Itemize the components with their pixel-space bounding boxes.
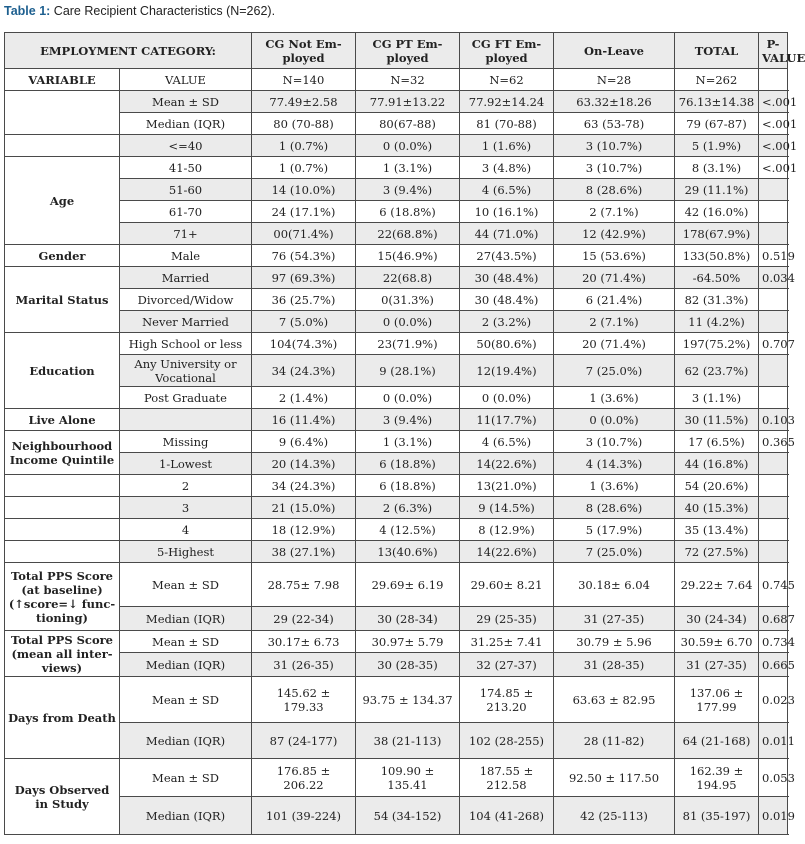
value-cell: 12 (42.9%) [554,223,675,245]
category-label [5,497,120,519]
value-cell: 82 (31.3%) [675,289,759,311]
value-cell: 62 (23.7%) [675,355,759,387]
value-cell: 80 (70-88) [252,113,356,135]
row-label: <=40 [120,135,252,157]
table-row [5,289,788,311]
value-cell: 64 (21-168) [675,723,759,759]
value-cell: 6 (18.8%) [356,475,460,497]
value-cell: 77.92±14.24 [460,91,554,113]
value-cell: 92.50 ± 117.50 [554,759,675,797]
p-value-cell: 0.103 [759,409,788,431]
value-cell: 30 (28-35) [356,653,460,677]
table-row [5,223,788,245]
p-value-cell: <.001 [759,157,788,179]
value-cell: 28.75± 7.98 [252,563,356,607]
value-cell: 0 (0.0%) [356,135,460,157]
p-value-cell: 0.023 [759,677,788,723]
value-cell: 12(19.4%) [460,355,554,387]
value-cell: 8 (3.1%) [675,157,759,179]
category-label: Total PPS Score (at baseline) (↑score=↓ func- tioning) [5,563,120,631]
value-cell: 8 (28.6%) [554,497,675,519]
value-cell: 42 (16.0%) [675,201,759,223]
caption-text: Care Recipient Characteristics (N=262). [50,4,276,18]
p-value-cell: <.001 [759,135,788,157]
value-cell: 38 (27.1%) [252,541,356,563]
value-cell: 31 (26-35) [252,653,356,677]
value-cell: 176.85 ± 206.22 [252,759,356,797]
row-label: Median (IQR) [120,797,252,835]
table-row [5,311,788,333]
value-cell: 80(67-88) [356,113,460,135]
table-row [5,653,788,677]
value-cell: 0 (0.0%) [356,387,460,409]
row-label: Mean ± SD [120,563,252,607]
value-cell: 30 (28-34) [356,607,460,631]
value-cell: 54 (20.6%) [675,475,759,497]
value-cell: 9 (6.4%) [252,431,356,453]
p-value-cell [759,541,788,563]
value-cell: 4 (6.5%) [460,431,554,453]
value-cell: 30.17± 6.73 [252,631,356,653]
value-cell: 00(71.4%) [252,223,356,245]
header-cell: TOTAL [675,33,759,69]
row-label: Post Graduate [120,387,252,409]
value-cell: 8 (28.6%) [554,179,675,201]
category-label: Neighbourhood Income Quintile [5,431,120,475]
table-row [5,497,788,519]
value-cell: 34 (24.3%) [252,475,356,497]
value-cell: 4 (14.3%) [554,453,675,475]
table-row [5,677,788,723]
value-cell: 31 (27-35) [554,607,675,631]
value-cell: 40 (15.3%) [675,497,759,519]
value-cell: 30.59± 6.70 [675,631,759,653]
category-label [5,519,120,541]
header-cell: CG Not Em- ployed [252,33,356,69]
table-row [5,759,788,797]
value-cell: 29.69± 6.19 [356,563,460,607]
value-cell: 22(68.8%) [356,223,460,245]
value-cell: N=28 [554,69,675,91]
value-cell: 28 (11-82) [554,723,675,759]
value-cell: 81 (35-197) [675,797,759,835]
value-cell: 2 (3.2%) [460,311,554,333]
p-value-cell [759,201,788,223]
value-cell: -64.50% [675,267,759,289]
value-cell: 0 (0.0%) [356,311,460,333]
p-value-cell [759,179,788,201]
p-value-cell: <.001 [759,91,788,113]
table-row [5,475,788,497]
table-row [5,201,788,223]
value-cell: 63 (53-78) [554,113,675,135]
value-cell: 7 (5.0%) [252,311,356,333]
value-cell: 30 (11.5%) [675,409,759,431]
row-label: 5-Highest [120,541,252,563]
p-value-cell: 0.707 [759,333,788,355]
value-cell: 13(40.6%) [356,541,460,563]
row-label: Married [120,267,252,289]
table-row [5,157,788,179]
value-cell: 76 (54.3%) [252,245,356,267]
value-cell: 5 (17.9%) [554,519,675,541]
row-label: Never Married [120,311,252,333]
row-label: High School or less [120,333,252,355]
value-cell: 6 (21.4%) [554,289,675,311]
value-cell: 9 (14.5%) [460,497,554,519]
value-cell: 30.79 ± 5.96 [554,631,675,653]
value-cell: 7 (25.0%) [554,541,675,563]
value-cell: 1 (3.6%) [554,387,675,409]
row-label: Any University or Vocational [120,355,252,387]
header-cell: P-VALUE [759,33,788,69]
value-cell: 54 (34-152) [356,797,460,835]
value-cell: 1 (3.1%) [356,431,460,453]
value-cell: 133(50.8%) [675,245,759,267]
value-cell: 1 (1.6%) [460,135,554,157]
category-label: Education [5,333,120,409]
table-row [5,113,788,135]
value-cell: 197(75.2%) [675,333,759,355]
value-cell: 101 (39-224) [252,797,356,835]
table-row [5,453,788,475]
p-value-cell: 0.734 [759,631,788,653]
row-label: Median (IQR) [120,607,252,631]
value-cell: 187.55 ± 212.58 [460,759,554,797]
category-label [5,475,120,497]
value-cell: 63.32±18.26 [554,91,675,113]
value-cell: 11(17.7%) [460,409,554,431]
p-value-cell [759,69,788,91]
value-cell: N=140 [252,69,356,91]
row-label: VALUE [120,69,252,91]
table-row [5,179,788,201]
value-cell: 1 (3.1%) [356,157,460,179]
value-cell: 2 (6.3%) [356,497,460,519]
value-cell: 34 (24.3%) [252,355,356,387]
header-row [5,33,788,69]
value-cell: 4 (6.5%) [460,179,554,201]
value-cell: 31 (27-35) [675,653,759,677]
table-row [5,519,788,541]
row-label: 2 [120,475,252,497]
category-label: Days Observed in Study [5,759,120,835]
value-cell: 14(22.6%) [460,541,554,563]
value-cell: 31 (28-35) [554,653,675,677]
value-cell: 18 (12.9%) [252,519,356,541]
category-label [5,541,120,563]
header-cell: CG PT Em- ployed [356,33,460,69]
value-cell: 3 (9.4%) [356,179,460,201]
value-cell: 50(80.6%) [460,333,554,355]
value-cell: 3 (9.4%) [356,409,460,431]
value-cell: 44 (71.0%) [460,223,554,245]
row-label: Male [120,245,252,267]
value-cell: 31.25± 7.41 [460,631,554,653]
row-label: 51-60 [120,179,252,201]
p-value-cell [759,497,788,519]
p-value-cell: 0.665 [759,653,788,677]
value-cell: 29.22± 7.64 [675,563,759,607]
value-cell: 2 (7.1%) [554,201,675,223]
value-cell: 17 (6.5%) [675,431,759,453]
p-value-cell [759,223,788,245]
row-label: Median (IQR) [120,723,252,759]
category-label: Age [5,157,120,245]
value-cell: 16 (11.4%) [252,409,356,431]
value-cell: 9 (28.1%) [356,355,460,387]
table-row [5,631,788,653]
value-cell: 20 (71.4%) [554,267,675,289]
table-row [5,431,788,453]
category-label: Marital Status [5,267,120,333]
value-cell: 30 (48.4%) [460,267,554,289]
value-cell: 1 (3.6%) [554,475,675,497]
value-cell: 0(31.3%) [356,289,460,311]
value-cell: 6 (18.8%) [356,453,460,475]
category-label [5,135,120,157]
value-cell: 3 (1.1%) [675,387,759,409]
value-cell: 20 (14.3%) [252,453,356,475]
p-value-cell [759,387,788,409]
value-cell: 35 (13.4%) [675,519,759,541]
value-cell: 36 (25.7%) [252,289,356,311]
table-row [5,135,788,157]
category-label: Total PPS Score (mean all inter- views) [5,631,120,677]
row-label: 71+ [120,223,252,245]
row-label: 1-Lowest [120,453,252,475]
row-label: Median (IQR) [120,113,252,135]
row-label: 3 [120,497,252,519]
value-cell: 24 (17.1%) [252,201,356,223]
header-cell: EMPLOYMENT CATEGORY: [5,33,252,69]
value-cell: 6 (18.8%) [356,201,460,223]
category-label: Gender [5,245,120,267]
value-cell: 81 (70-88) [460,113,554,135]
p-value-cell [759,355,788,387]
p-value-cell: 0.365 [759,431,788,453]
table-row [5,245,788,267]
value-cell: 13(21.0%) [460,475,554,497]
value-cell: 1 (0.7%) [252,135,356,157]
value-cell: 72 (27.5%) [675,541,759,563]
p-value-cell: 0.053 [759,759,788,797]
table-row [5,91,788,113]
p-value-cell: <.001 [759,113,788,135]
value-cell: 174.85 ± 213.20 [460,677,554,723]
header-cell: On-Leave [554,33,675,69]
value-cell: 29 (25-35) [460,607,554,631]
value-cell: 29 (22-34) [252,607,356,631]
row-label: Mean ± SD [120,631,252,653]
table-caption [4,4,275,18]
value-cell: 79 (67-87) [675,113,759,135]
value-cell: 30 (24-34) [675,607,759,631]
table-row [5,69,788,91]
row-label: 4 [120,519,252,541]
p-value-cell: 0.011 [759,723,788,759]
p-value-cell: 0.687 [759,607,788,631]
value-cell: 21 (15.0%) [252,497,356,519]
value-cell: 102 (28-255) [460,723,554,759]
value-cell: 145.62 ± 179.33 [252,677,356,723]
table-row [5,355,788,387]
value-cell: 0 (0.0%) [460,387,554,409]
category-label: Live Alone [5,409,120,431]
value-cell: N=262 [675,69,759,91]
category-label: VARIABLE [5,69,120,91]
table-row [5,333,788,355]
row-label: Divorced/Widow [120,289,252,311]
value-cell: 14(22.6%) [460,453,554,475]
value-cell: 97 (69.3%) [252,267,356,289]
row-label: 61-70 [120,201,252,223]
value-cell: 2 (1.4%) [252,387,356,409]
value-cell: N=32 [356,69,460,91]
value-cell: 4 (12.5%) [356,519,460,541]
value-cell: 1 (0.7%) [252,157,356,179]
value-cell: 30.97± 5.79 [356,631,460,653]
table-row [5,797,788,835]
row-label [120,409,252,431]
value-cell: 10 (16.1%) [460,201,554,223]
p-value-cell [759,311,788,333]
p-value-cell [759,475,788,497]
value-cell: 178(67.9%) [675,223,759,245]
row-label: 41-50 [120,157,252,179]
row-label: Mean ± SD [120,91,252,113]
value-cell: 22(68.8) [356,267,460,289]
category-label: Days from Death [5,677,120,759]
value-cell: 14 (10.0%) [252,179,356,201]
value-cell: 44 (16.8%) [675,453,759,475]
value-cell: 5 (1.9%) [675,135,759,157]
table-row [5,387,788,409]
value-cell: 76.13±14.38 [675,91,759,113]
characteristics-table [4,32,805,835]
p-value-cell: 0.019 [759,797,788,835]
value-cell: 42 (25-113) [554,797,675,835]
table-row [5,563,788,607]
value-cell: 93.75 ± 134.37 [356,677,460,723]
row-label: Mean ± SD [120,759,252,797]
table-row [5,723,788,759]
value-cell: 77.49±2.58 [252,91,356,113]
value-cell: 20 (71.4%) [554,333,675,355]
p-value-cell [759,289,788,311]
value-cell: 162.39 ± 194.95 [675,759,759,797]
p-value-cell: 0.034 [759,267,788,289]
value-cell: 104 (41-268) [460,797,554,835]
value-cell: 3 (4.8%) [460,157,554,179]
row-label: Missing [120,431,252,453]
category-label [5,91,120,135]
value-cell: 109.90 ± 135.41 [356,759,460,797]
value-cell: 29 (11.1%) [675,179,759,201]
value-cell: 104(74.3%) [252,333,356,355]
table-row [5,267,788,289]
value-cell: 30.18± 6.04 [554,563,675,607]
value-cell: 3 (10.7%) [554,135,675,157]
table-row [5,607,788,631]
value-cell: 38 (21-113) [356,723,460,759]
value-cell: 8 (12.9%) [460,519,554,541]
value-cell: 32 (27-37) [460,653,554,677]
value-cell: 2 (7.1%) [554,311,675,333]
table-row [5,409,788,431]
header-cell: CG FT Em- ployed [460,33,554,69]
value-cell: 77.91±13.22 [356,91,460,113]
value-cell: 23(71.9%) [356,333,460,355]
value-cell: N=62 [460,69,554,91]
table-row [5,541,788,563]
value-cell: 15 (53.6%) [554,245,675,267]
value-cell: 27(43.5%) [460,245,554,267]
value-cell: 29.60± 8.21 [460,563,554,607]
value-cell: 63.63 ± 82.95 [554,677,675,723]
value-cell: 7 (25.0%) [554,355,675,387]
row-label: Median (IQR) [120,653,252,677]
caption-label: Table 1: [4,4,51,18]
row-label: Mean ± SD [120,677,252,723]
value-cell: 137.06 ± 177.99 [675,677,759,723]
p-value-cell: 0.519 [759,245,788,267]
value-cell: 3 (10.7%) [554,157,675,179]
value-cell: 0 (0.0%) [554,409,675,431]
value-cell: 30 (48.4%) [460,289,554,311]
p-value-cell [759,519,788,541]
value-cell: 11 (4.2%) [675,311,759,333]
p-value-cell: 0.745 [759,563,788,607]
value-cell: 87 (24-177) [252,723,356,759]
p-value-cell [759,453,788,475]
value-cell: 3 (10.7%) [554,431,675,453]
value-cell: 15(46.9%) [356,245,460,267]
